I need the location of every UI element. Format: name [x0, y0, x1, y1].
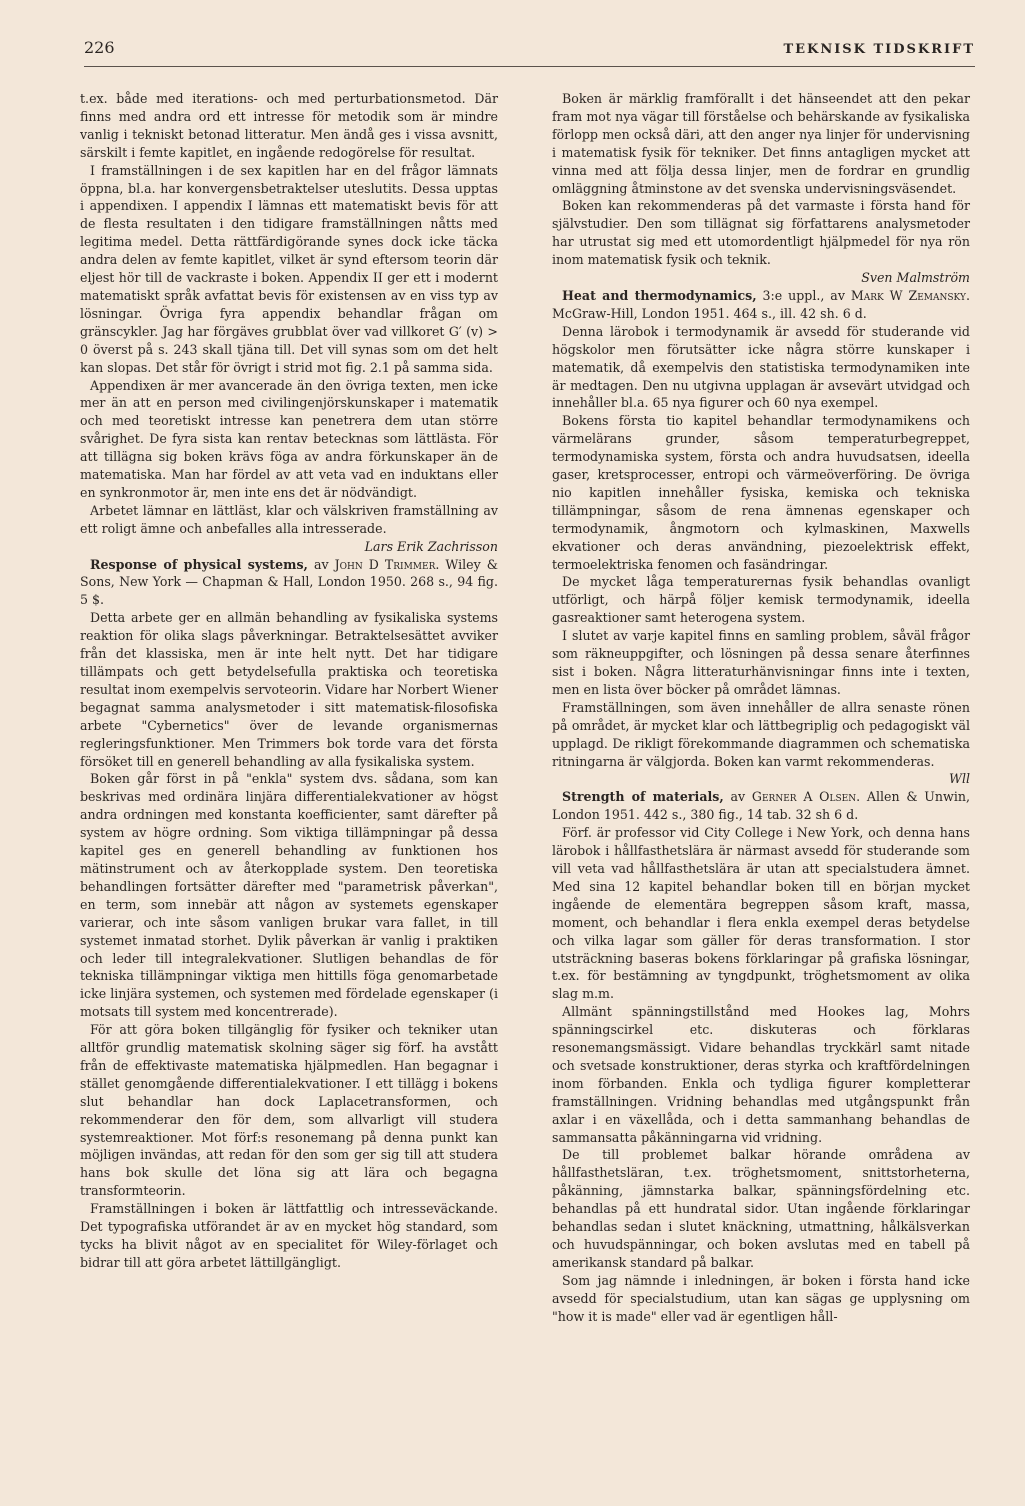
paragraph: Denna lärobok i termodynamik är avsedd för studerande vid högskolor men förutsätter icke några större kunskaper i matematik, då exempelvis den statistiska termodynamiken inte är medtagen. Den nu utgivna upplagan är avsevärt utvidgad och innehåller bl.a. 65 nya figurer och 60 nya exempel. [552, 323, 970, 411]
book-publisher: Wiley & Sons, New York — Chapman & Hall, London 1950. 268 s., 94 fig. 5 $. [80, 556, 498, 608]
book-publisher: Allen & Unwin, London 1951. 442 s., 380 fig., 14 tab. 32 sh 6 d. [552, 789, 970, 823]
paragraph: Detta arbete ger en allmän behandling av fysikaliska systems reaktion för olika slags påverkningar. Betraktelsesättet avviker från det klassiska, men är inte helt nytt. Det har tidigare tillämpats och gett betydelsefulla praktiska och teoretiska resultat inom exempelvis servoteorin. Vidare har Norbert Wiener begagnat samma analysmetoder i sitt matematisk-filosofiska arbete "Cybernetics" över de levande organismernas regleringsfunktioner. Men Trimmers bok torde vara det första försöket till en generell behandling av alla fysikaliska system. [80, 610, 498, 769]
paragraph: Arbetet lämnar en lättläst, klar och välskriven framställning av ett roligt ämne och anbefalles alla intresserade. [80, 502, 498, 536]
page-header [84, 38, 975, 67]
book-publisher: McGraw-Hill, London 1951. 464 s., ill. 42 sh. 6 d. [552, 305, 867, 321]
book-edition: 3:e uppl., av [762, 287, 845, 303]
journal-title: TEKNISK TIDSKRIFT [783, 42, 975, 57]
left-column [80, 90, 498, 1272]
book-author: John D Trimmer. [334, 556, 440, 572]
reviewer-signature: Sven Malmström [861, 270, 970, 286]
book-author: Mark W Zemansky. [850, 287, 970, 303]
paragraph: De till problemet balkar hörande områdena av hållfasthetsläran, t.ex. tröghetsmoment, snittstorheterna, påkänning, jämnstarka balkar, spänningsfördelning etc. behandlas på ett hundratal sidor. Utan ingående förklaringar behandlas sedan i slutet knäckning, utmattning, hålkälsverkan och huvudspänningar, och boken avslutas med en tabell på amerikansk standard på balkar. [552, 1147, 970, 1270]
paragraph: Boken är märklig framförallt i det hänseendet att den pekar fram mot nya vägar till förståelse och behärskande av fysikaliska förlopp men också däri, att den anger nya linjer för undervisning i matematisk fysik för tekniker. Det finns antagligen mycket att vinna med att följa dessa linjer, men de fordrar en grundlig omläggning åtminstone av det svenska undervisningsväsendet. [552, 91, 970, 196]
review-heading [552, 287, 970, 323]
author-prefix: av [730, 789, 746, 805]
book-author: Gerner A Olsen. [751, 789, 861, 805]
paragraph: Boken kan rekommenderas på det varmaste i första hand för självstudier. Den som tillägnat sig författarens analysmetoder har utrustat sig med ett utomordentligt hjälpmedel för nya rön inom matematisk fysik och teknik. [552, 198, 970, 268]
paragraph: Allmänt spänningstillstånd med Hookes lag, Mohrs spänningscirkel etc. diskuteras och förklaras resonemangsmässigt. Vidare behandlas tryckkärl samt nitade och svetsade konstruktioner, deras styrka och kraftfördelningen inom förbanden. Enkla och tydliga figurer kompletterar framställningen. Vridning behandlas med utgångspunkt från axlar i en växellåda, och i detta sammanhang behandlas de sammansatta påkänningarna vid vridning. [552, 1004, 970, 1145]
paragraph: Framställningen, som även innehåller de allra senaste rönen på området, är mycket klar och lättbegriplig och pedagogiskt väl upplagd. De rikligt förekommande diagrammen och schematiska ritningarna är välgjorda. Boken kan varmt rekommenderas. [552, 699, 970, 769]
paragraph: För att göra boken tillgänglig för fysiker och tekniker utan alltför grundlig matematisk skolning säger sig förf. ha avstått från de effektivaste matematiska hjälpmedlen. Han begagnar i stället genomgående differentialekvationer. I ett tillägg i bokens slut behandlar han dock Laplacetransformen, och rekommenderar den för dem, som allvarligt vill studera systemreaktioner. Mot förf:s resonemang på denna punkt kan möjligen invändas, att redan för den som ger sig till att studera hans bok skulle det löna sig att lära och begagna transformteorin. [80, 1022, 498, 1199]
paragraph: Framställningen i boken är lättfattlig och intresseväckande. Det typografiska utförandet är av en mycket hög standard, som tycks ha blivit något av en specialitet för Wiley-förlaget och bidrar till att göra arbetet lättillgängligt. [80, 1201, 498, 1270]
paragraph: Bokens första tio kapitel behandlar termodynamikens och värmelärans grunder, såsom temperaturbegreppet, termodynamiska system, första och andra huvudsatsen, ideella gaser, kretsprocesser, entropi och värmeöverföring. De övriga nio kapitlen innehåller fysiska, kemiska och tekniska tillämpningar, såsom de rena ämnenas egenskaper och termodynamik, ångmotorn och kylmaskinen, Maxwells ekvationer och deras användning, piezoelektrisk effekt, termoelektriska fenomen och fasändringar. [552, 413, 970, 572]
paragraph: Som jag nämnde i inledningen, är boken i första hand icke avsedd för specialstudium, utan kan sägas ge upplysning om "how it is made" eller vad är egentligen håll- [552, 1272, 970, 1324]
page-number: 226 [84, 38, 115, 57]
paragraph: I slutet av varje kapitel finns en samling problem, såväl frågor som räkneuppgifter, och lösningen på dessa senare återfinnes sist i boken. Några litteraturhänvisningar finns inte i texten, men en lista över böcker på området lämnas. [552, 628, 970, 697]
reviewer-signature: Lars Erik Zachrisson [364, 538, 498, 554]
reviewer-signature: Wll [949, 771, 970, 787]
paragraph: Appendixen är mer avancerade än den övriga texten, men icke mer än att en person med civilingenjörskunskaper i matematik och med teoretiskt intresse kan penetrera dem utan större svårighet. De fyra sista kan rentav betecknas som lättlästa. För att tillägna sig boken krävs föga av andra förkunskaper än de matematiska. Man har fördel av att veta vad en induktans eller en synkronmotor är, men inte ens det är nödvändigt. [80, 377, 498, 500]
book-title: Heat and thermodynamics, [562, 287, 757, 303]
review-heading [552, 788, 970, 824]
paragraph: I framställningen i de sex kapitlen har en del frågor lämnats öppna, bl.a. har konvergensbetraktelser uteslutits. Dessa upptas i appendixen. I appendix I lämnas ett matematiskt bevis för att de flesta resultaten i den tidigare framställningen nåtts med legitima medel. Detta rättfärdigörande synes dock icke täcka andra delen av femte kapitlet, vilket är synd eftersom teorin där eljest hör till de vackraste i boken. Appendix II ger ett i modernt matematiskt språk avfattat bevis för existensen av en viss typ av lösningar. Övriga fyra appendix behandlar frågan om gränscykler. Jag har förgäves grubblat över vad villkoret G′ (v) > 0 överst på s. 243 skall tjäna till. Det vill synas som om det helt kan slopas. Det står för övrigt i strid mot fig. 2.1 på samma sida. [80, 162, 498, 375]
paragraph: t.ex. både med iterations- och med perturbationsmetod. Där finns med andra ord ett intresse för metodik som är mindre vanlig i tekniskt betonad litteratur. Men ändå ges i vissa avsnitt, särskilt i femte kapitlet, en ingående redogörelse för resultat. [80, 91, 498, 160]
author-prefix: av [313, 556, 329, 572]
paragraph: De mycket låga temperaturernas fysik behandlas ovanligt utförligt, och härpå följer kemisk termodynamik, ideella gasreaktioner samt heterogena system. [552, 574, 970, 626]
book-title: Strength of materials, [562, 789, 724, 805]
review-heading [80, 556, 498, 610]
paragraph: Förf. är professor vid City College i New York, och denna hans lärobok i hållfasthetslära är närmast avsedd för studerande som vill veta vad hållfasthetslära är utan att specialstudera ämnet. Med sina 12 kapitel behandlar boken till en början mycket ingående de elementära begreppen såsom kraft, massa, moment, och behandlar i flera enkla exempel deras betydelse och vilka lagar som gäller för deras transformation. I stor utsträckning baseras bokens förklaringar på grafiska lösningar, t.ex. för bestämning av tyngdpunkt, tröghetsmoment av olika slag m.m. [552, 825, 970, 1002]
paragraph: Boken går först in på "enkla" system dvs. sådana, som kan beskrivas med ordinära linjära differentialekvationer av högst andra ordningen med konstanta koefficienter, samt därefter på system av högre ordning. Som viktiga tillämpningar på dessa kapitel ges en generell behandling av funktionen hos mätinstrument och av återkopplade system. Den teoretiska behandlingen fortsätter därefter med "parametrisk påverkan", en term, som innebär att någon av systemets egenskaper varierar, och inte såsom vanligen brukar vara fallet, in till systemet inmatad storhet. Dylik påverkan är vanlig i praktiken och leder till integralekvationer. Slutligen behandlas de för tekniska tillämpningar viktiga men hittills föga genomarbetade icke linjära systemen, och systemen med fördelade egenskaper (i motsats till system med koncentrerade). [80, 771, 498, 1020]
book-title: Response of physical systems, [90, 556, 308, 572]
right-column [552, 90, 970, 1326]
